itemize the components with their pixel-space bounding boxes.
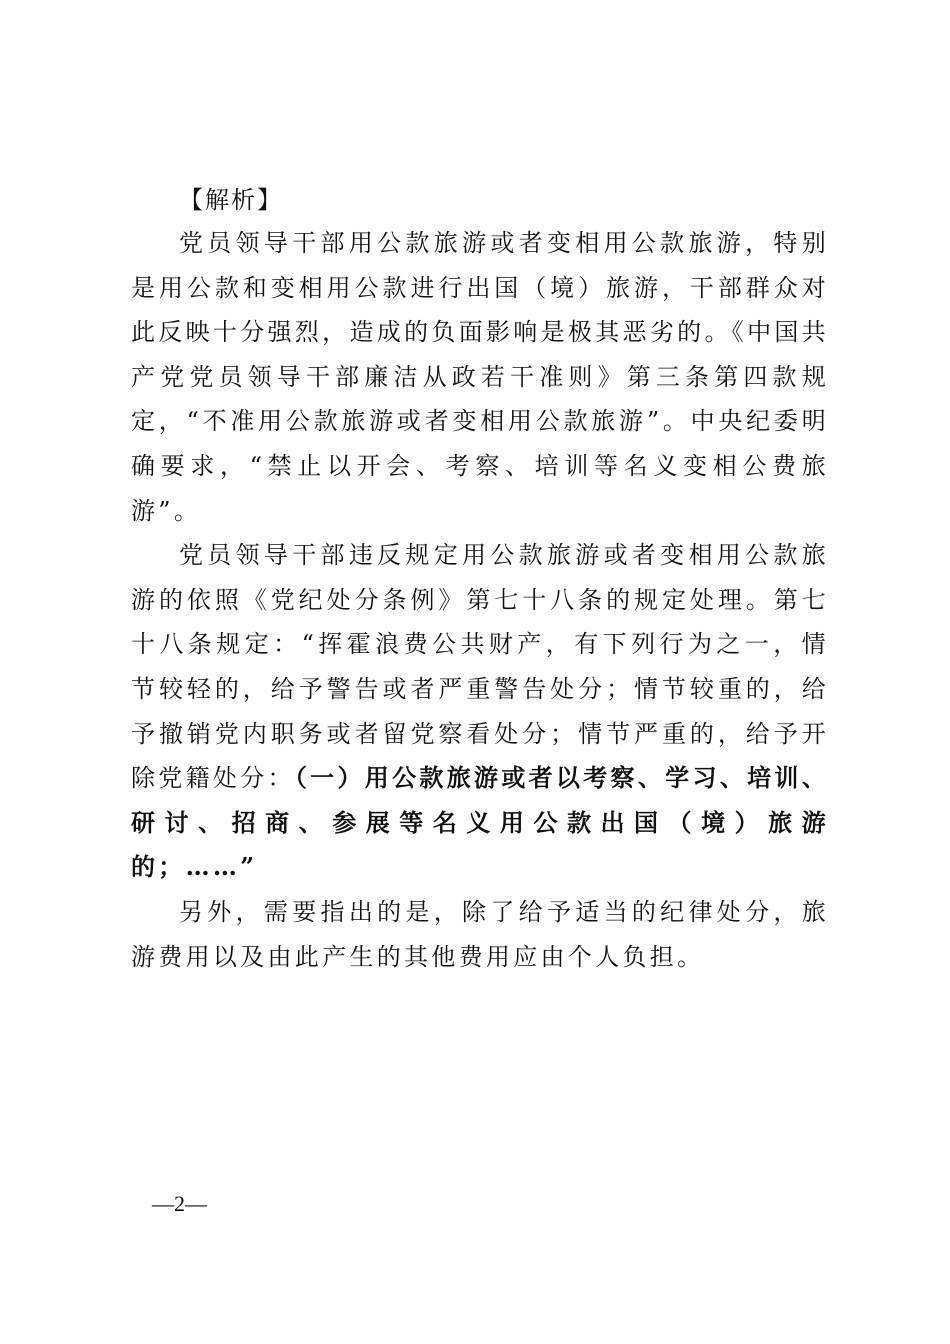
paragraph-2-text: 党员领导干部违反规定用公款旅游或者变相用公款旅游的依照《党纪处分条例》第七十八条的规定处理。第七十八条规定：“挥霍浪费公共财产，有下列行为之一，情节较轻的，给予警告或者严重警告处分；情节较重的，给予撤销党内职务或者留党察看处分；情节严重的，给予开除党籍处分： <box>131 541 829 793</box>
document-body <box>131 179 829 979</box>
paragraph-2-emphasis: （一）用公款旅游或者以考察、学习、培训、研讨、招商、参展等名义用公款出国（境）旅游的；……” <box>131 763 830 882</box>
section-heading: 【解析】 <box>179 186 283 214</box>
paragraph-2 <box>131 533 829 890</box>
page-number: —2— <box>152 1191 207 1216</box>
paragraph-3: 另外，需要指出的是，除了给予适当的纪律处分，旅游费用以及由此产生的其他费用应由个人负担。 <box>131 897 829 971</box>
paragraph-1: 党员领导干部用公款旅游或者变相用公款旅游，特别是用公款和变相用公款进行出国（境）旅游，干部群众对此反映十分强烈，造成的负面影响是极其恶劣的。《中国共产党党员领导干部廉洁从政若干准则》第三条第四款规定，“不准用公款旅游或者变相用公款旅游”。中央纪委明确要求，“禁止以开会、考察、培训等名义变相公费旅游”。 <box>131 229 829 525</box>
